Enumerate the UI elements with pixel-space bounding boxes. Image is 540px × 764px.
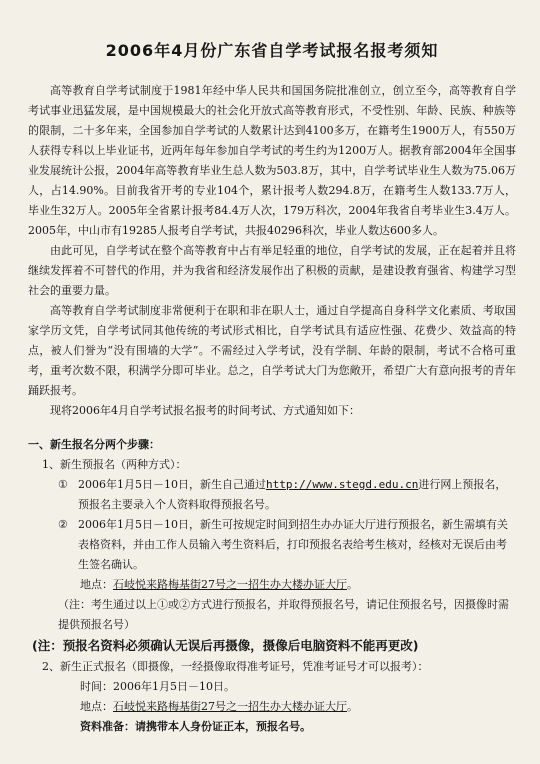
time-value: 2006年1月5日－10日。 (113, 680, 235, 693)
step1-item-online (28, 475, 516, 515)
step2-address (28, 697, 516, 717)
registration-website-link[interactable]: http://www.stegd.edu.cn (266, 478, 419, 491)
page-title: 2006年4月份广东省自学考试报名报考须知 (105, 41, 439, 60)
materials-label: 资料准备： (80, 720, 135, 733)
paragraph-announcement: 现将2006年4月自学考试报名报考的时间考试、方式通知如下： (50, 404, 360, 417)
paragraph-importance: 由此可见，自学考试在整个高等教育中占有举足轻重的地位，自学考试的发展，正在起着并且将继续发挥着不可替代的作用，并为我省和经济发展作出了积极的贡献，是建设教育强省、构建学习型社会的重要力量。 (28, 244, 516, 297)
step1-note: （注：考生通过以上①或②方式进行预报名，并取得预报名号，请记住预报名号，因摄像时需提供预报名号） (58, 598, 509, 631)
address-end: 。 (347, 578, 358, 591)
item-number: ② (58, 518, 68, 531)
address-label: 地点： (80, 700, 113, 713)
photo-warning: (注：预报名资料必须确认无误后再摄像，摄像后电脑资料不能再更改) (32, 638, 419, 653)
address-label: 地点： (80, 578, 113, 591)
address-end: 。 (347, 700, 358, 713)
step1-address (28, 575, 516, 595)
item-body: 2006年1月5日－10日，新生可按规定时间到招生办办证大厅进行预报名，新生需填有关表格资料，并由工作人员输入考生资料后，打印预报名表给考生核对，经核对无误后由考生签名确认。 (78, 518, 508, 571)
time-label: 时间： (80, 680, 113, 693)
paragraph-advantages: 高等教育自学考试制度非常便利于在职和非在职人士，通过自学提高自身科学文化素质、考取国家学历文凭，自学考试同其他传统的考试形式相比，自学考试具有适应性强、花费少、效益高的特点，被人们誉为“没有围墙的大学”。不需经过入学考试，没有学制、年龄的限制，考试不合格可重考，重考次数不限，积满学分即可毕业。总之，自学考试大门为您敞开，希望广大有意向报考的青年踊跃报考。 (28, 304, 516, 397)
item-text-pre: 2006年1月5日－10日，新生自己通过 (78, 478, 266, 491)
item-text-post: 进行网上预报名，预报名主要录入个人资料取得预报名号。 (78, 478, 507, 511)
item-body (78, 475, 516, 515)
paragraph-intro: 高等教育自学考试制度于1981年经中华人民共和国国务院批准创立，创立至今，高等教育自学考试事业迅猛发展，是中国规模最大的社会化开放式高等教育形式，不受性别、年龄、民族、种族等的限制，二十多年来，全国参加自学考试的人数累计达到4100多万，在籍考生1900万人，有550万人获得专科以上毕业证书，近两年每年参加自学考试的考生约为1200万人。据教育部2004年全国事业发展统计公报，2004年高等教育毕业生总人数为503.8万，其中，自学考试毕业生人数为75.06万人，占14.90%。目前我省开考的专业104个，累计报考人数294.8万，在籍考生人数133.7万人，毕业生32万人。2005年全省累计报考84.4万人次，179万科次，2004年我省自考毕业生3.4万人。2005年，中山市有19285人报考自学考试，共报40296科次，毕业人数达600多人。 (28, 84, 516, 237)
item-number: ① (58, 478, 68, 491)
materials-value: 请携带本人身份证正本，预报名号。 (135, 720, 311, 733)
step1-item-onsite (28, 515, 516, 575)
address-value: 石岐悦来路梅基街27号之一招生办大楼办证大厅 (113, 578, 347, 591)
step2-time (28, 677, 516, 697)
step1-heading: 1、新生预报名（两种方式）： (42, 458, 187, 471)
step2-heading: 2、新生正式报名（即摄像，一经摄像取得准考证号，凭准考证号才可以报考）： (42, 660, 429, 673)
step2-materials (28, 717, 516, 737)
address-value: 石岐悦来路梅基街27号之一招生办大楼办证大厅 (113, 700, 347, 713)
section-new-student-registration: 一、新生报名分两个步骤： (28, 438, 160, 451)
